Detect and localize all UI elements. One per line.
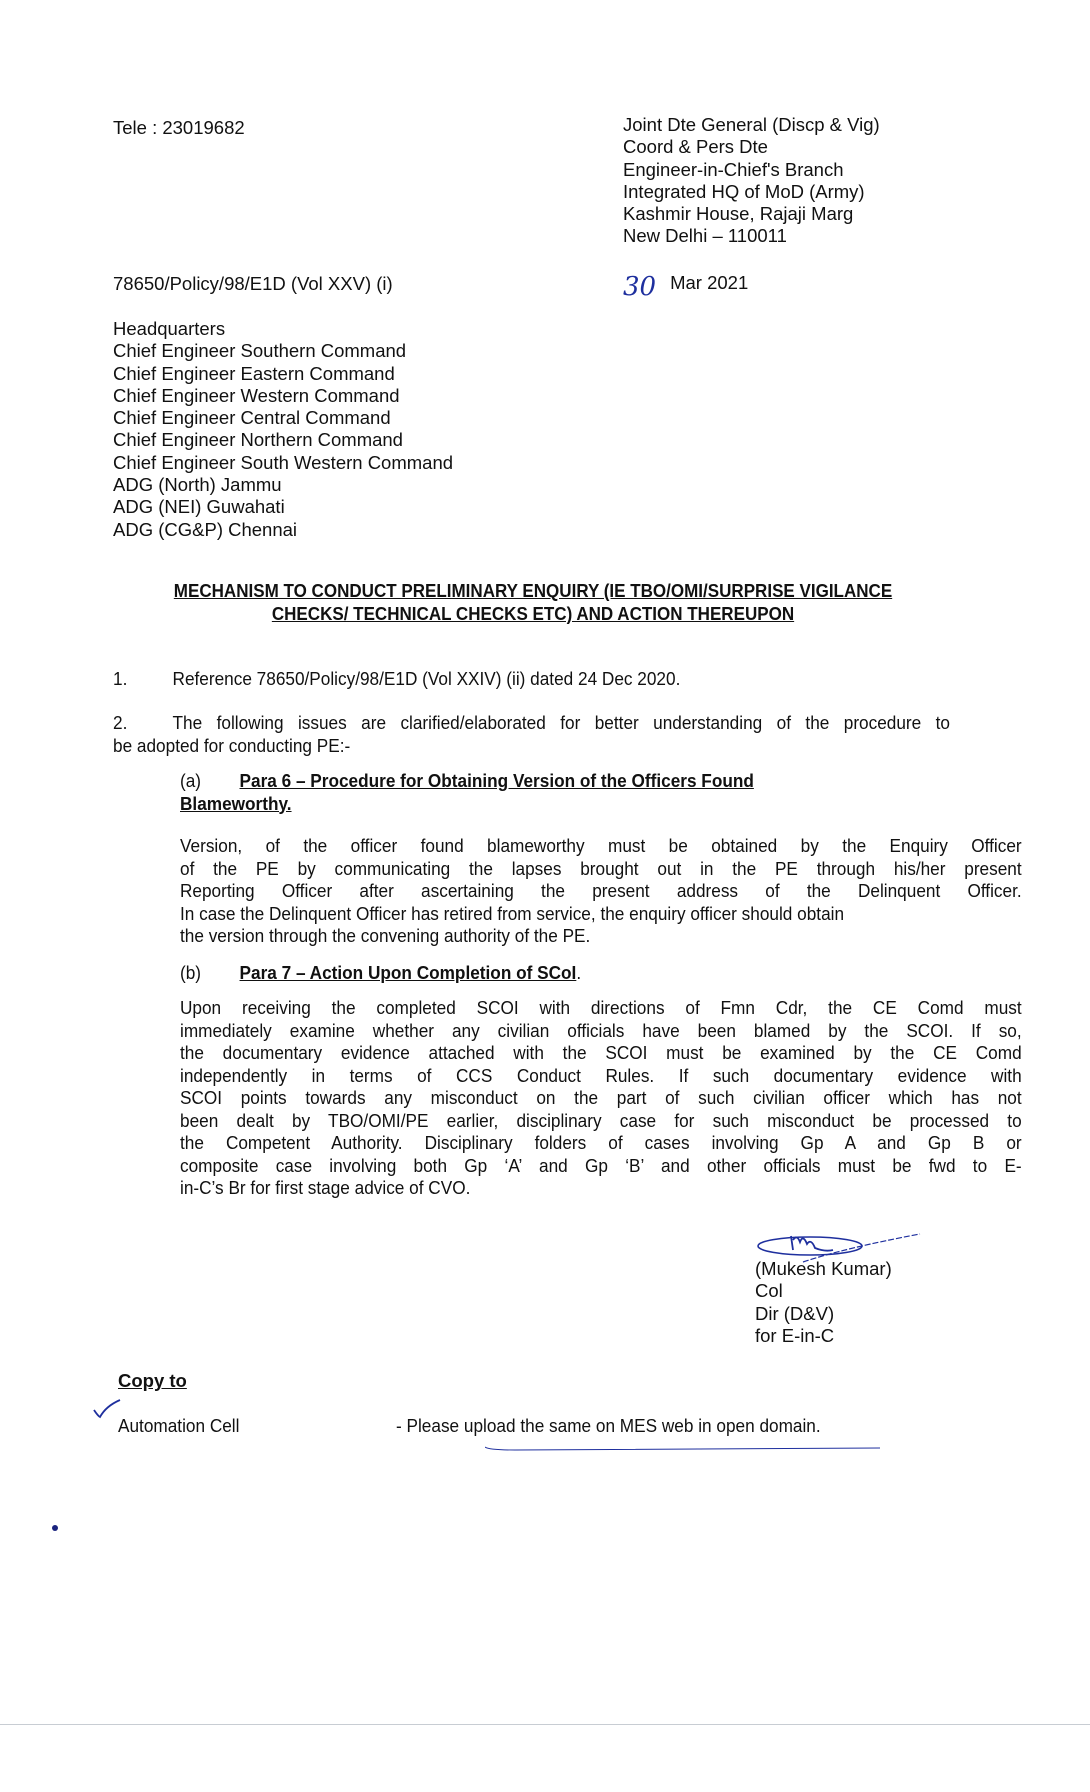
sub-paragraph-b-body <box>180 997 1022 1200</box>
page-edge-line <box>0 1724 1090 1725</box>
address-line: Kashmir House, Rajaji Marg <box>623 203 854 225</box>
signatory-name: (Mukesh Kumar) <box>755 1258 892 1279</box>
copy-recipient: Automation Cell <box>118 1415 240 1436</box>
addressee: Chief Engineer Southern Command <box>113 340 407 362</box>
sub-paragraph-b-heading <box>180 962 581 985</box>
address-line: Engineer-in-Chief's Branch <box>623 158 844 180</box>
addressee: Chief Engineer Western Command <box>113 384 400 406</box>
addressee: ADG (CG&P) Chennai <box>113 518 298 540</box>
address-line: Joint Dte General (Discp & Vig) <box>623 114 880 135</box>
sub-paragraph-a-heading <box>180 770 831 815</box>
body-line: independently in terms of CCS Conduct Rules. If such documentary evidence with <box>180 1064 1022 1086</box>
heading-text: Para 6 – Procedure for Obtaining Version of the Officers Found <box>239 770 754 791</box>
body-line: Upon receiving the completed SCOI with directions of Fmn Cdr, the CE Comd must <box>180 997 1022 1018</box>
addressee: Headquarters <box>113 318 226 339</box>
copy-to-heading: Copy to <box>118 1370 187 1391</box>
date-month-year: Mar 2021 <box>670 272 749 293</box>
sub-paragraph-label: (b) <box>180 962 202 983</box>
sub-paragraph-label: (a) <box>180 770 202 791</box>
body-line: been dealt by TBO/OMI/PE earlier, disciplinary case for such misconduct be processed to <box>180 1109 1022 1131</box>
ink-dot <box>52 1525 58 1531</box>
signatory-on-behalf: for E-in-C <box>755 1324 835 1346</box>
addressee: ADG (North) Jammu <box>113 474 282 496</box>
reference-number: 78650/Policy/98/E1D (Vol XXV) (i) <box>113 273 393 294</box>
body-line: the version through the convening authority of the PE. <box>180 925 591 946</box>
sender-address <box>623 114 880 248</box>
handwritten-day: 30 <box>623 272 657 302</box>
signatory-rank: Col <box>755 1280 783 1302</box>
body-line: in-C’s Br for first stage advice of CVO. <box>180 1177 471 1198</box>
body-line: immediately examine whether any civilian officials have been blamed by the SCOI. If so, <box>180 1019 1022 1041</box>
signatory-appointment: Dir (D&V) <box>755 1302 835 1324</box>
addressee: Chief Engineer Central Command <box>113 407 391 429</box>
address-line: New Delhi – 110011 <box>623 225 787 247</box>
addressee: Chief Engineer Eastern Command <box>113 362 395 384</box>
body-line: In case the Delinquent Officer has retired from service, the enquiry officer should obtain <box>180 902 845 924</box>
signature-block <box>755 1258 892 1347</box>
heading-suffix: . <box>576 962 582 983</box>
addressee: ADG (NEI) Guwahati <box>113 496 285 518</box>
telephone-number: Tele : 23019682 <box>113 117 245 138</box>
subject-heading <box>147 580 920 625</box>
paragraph-text-line: be adopted for conducting PE:- <box>113 734 351 756</box>
address-line: Coord & Pers Dte <box>623 136 768 158</box>
paragraph-number: 1. <box>113 668 128 689</box>
paragraph-text: Reference 78650/Policy/98/E1D (Vol XXIV) (ii) dated 24 Dec 2020. <box>172 668 681 689</box>
copy-note: - Please upload the same on MES web in open domain. <box>396 1415 821 1436</box>
body-line: SCOI points towards any misconduct on the part of such civilian officer which has not <box>180 1087 1022 1108</box>
body-line: the Competent Authority. Disciplinary folders of cases involving Gp A and Gp B or <box>180 1132 1022 1153</box>
heading-text: Blameworthy. <box>180 792 292 814</box>
addressee: Chief Engineer Northern Command <box>113 429 403 451</box>
paragraph-text-line: The following issues are clarified/elaborated for better understanding of the procedure to <box>172 712 950 733</box>
body-line: Reporting Officer after ascertaining the present address of the Delinquent Officer. <box>180 880 1022 901</box>
body-line: of the PE by communicating the lapses brought out in the PE through his/her present <box>180 857 1022 879</box>
letter-date <box>623 270 749 302</box>
addressee: Chief Engineer South Western Command <box>113 451 454 473</box>
heading-text: Para 7 – Action Upon Completion of SCoI <box>239 962 577 983</box>
body-line: the documentary evidence attached with the SCOI must be examined by the CE Comd <box>180 1042 1022 1063</box>
body-line: composite case involving both Gp ‘A’ and Gp ‘B’ and other officials must be fwd to E- <box>180 1154 1022 1176</box>
sub-paragraph-a-body <box>180 835 1022 948</box>
paragraph-number: 2. <box>113 712 128 733</box>
handwritten-underline <box>485 1440 885 1458</box>
paragraph-2 <box>113 712 950 757</box>
address-line: Integrated HQ of MoD (Army) <box>623 180 865 202</box>
addressee-list <box>113 318 453 541</box>
paragraph-1 <box>113 668 680 691</box>
subject-line-2: CHECKS/ TECHNICAL CHECKS ETC) AND ACTION THEREUPON <box>271 602 795 624</box>
body-line: Version, of the officer found blameworthy must be obtained by the Enquiry Officer <box>180 835 1022 856</box>
subject-line-1: MECHANISM TO CONDUCT PRELIMINARY ENQUIRY (IE TBO/OMI/SURPRISE VIGILANCE <box>173 580 893 601</box>
